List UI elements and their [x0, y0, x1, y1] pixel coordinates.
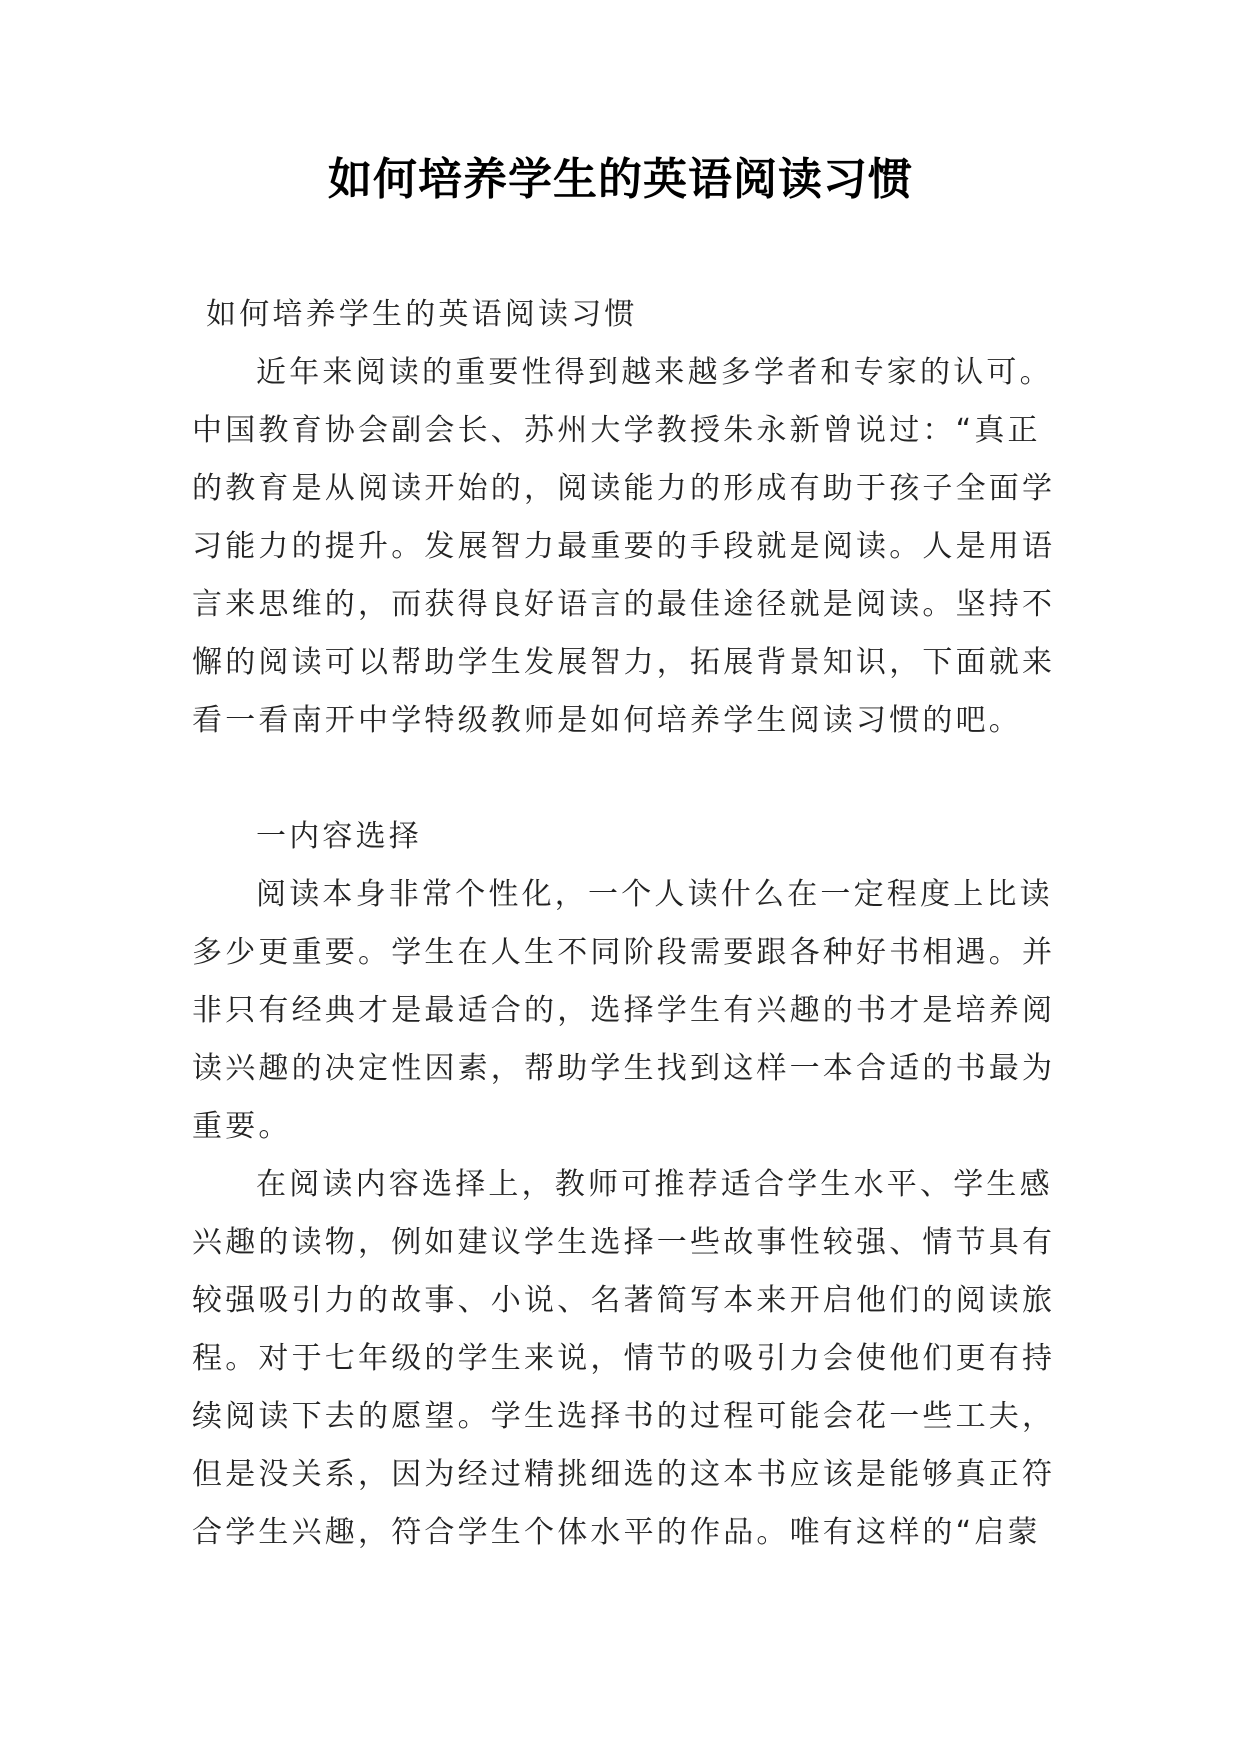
- paragraph-line: 兴趣的读物，例如建议学生选择一些故事性较强、情节具有: [192, 1225, 1056, 1260]
- paragraph-line: 看一看南开中学特级教师是如何培养学生阅读习惯的吧。: [192, 703, 1022, 738]
- paragraph-line: 阅读本身非常个性化，一个人读什么在一定程度上比读: [256, 877, 1053, 912]
- document-body: [192, 286, 1062, 1562]
- paragraph-line: 在阅读内容选择上，教师可推荐适合学生水平、学生感: [256, 1167, 1053, 1202]
- document-subtitle: 如何培养学生的英语阅读习惯: [206, 297, 638, 332]
- paragraph-line: 非只有经典才是最适合的，选择学生有兴趣的书才是培养阅: [192, 993, 1056, 1028]
- paragraph-gap: [192, 750, 1062, 808]
- paragraph-line: 中国教育协会副会长、苏州大学教授朱永新曾说过：“真正: [192, 413, 1041, 448]
- paragraph-line: 的教育是从阅读开始的，阅读能力的形成有助于孩子全面学: [192, 471, 1056, 506]
- paragraph-line: 续阅读下去的愿望。学生选择书的过程可能会花一些工夫，: [192, 1399, 1056, 1434]
- paragraph-line: 合学生兴趣，符合学生个体水平的作品。唯有这样的“启蒙: [192, 1515, 1041, 1550]
- paragraph-line: 懈的阅读可以帮助学生发展智力，拓展背景知识，下面就来: [192, 645, 1056, 680]
- paragraph-line: 程。对于七年级的学生来说，情节的吸引力会使他们更有持: [192, 1341, 1056, 1376]
- section-heading: 一内容选择: [256, 819, 422, 854]
- paragraph-line: 多少更重要。学生在人生不同阶段需要跟各种好书相遇。并: [192, 935, 1056, 970]
- document-title: 如何培养学生的英语阅读习惯: [328, 154, 913, 205]
- paragraph-line: 但是没关系，因为经过精挑细选的这本书应该是能够真正符: [192, 1457, 1056, 1492]
- paragraph-line: 较强吸引力的故事、小说、名著简写本来开启他们的阅读旅: [192, 1283, 1056, 1318]
- paragraph-line: 习能力的提升。发展智力最重要的手段就是阅读。人是用语: [192, 529, 1056, 564]
- paragraph-line: 言来思维的，而获得良好语言的最佳途径就是阅读。坚持不: [192, 587, 1056, 622]
- paragraph-line: 近年来阅读的重要性得到越来越多学者和专家的认可。: [256, 355, 1053, 390]
- paragraph-line: 读兴趣的决定性因素，帮助学生找到这样一本合适的书最为: [192, 1051, 1056, 1086]
- paragraph-line: 重要。: [192, 1109, 292, 1144]
